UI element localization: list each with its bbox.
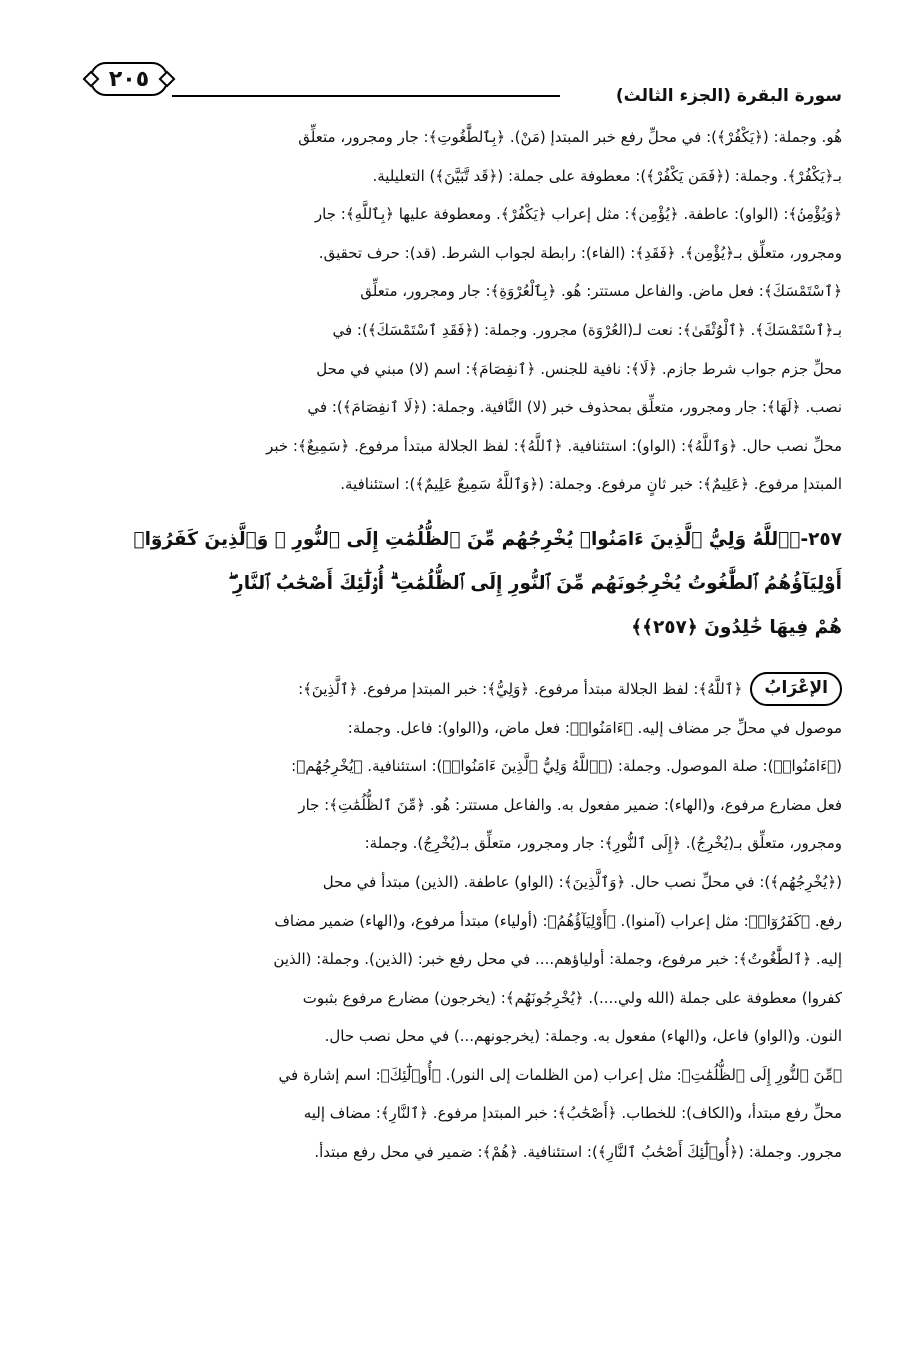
text-line: بـ﴿ٱسْتَمْسَكَ﴾. ﴿ٱلْوُثْقَىٰ﴾: نعت لـ(العُرْوَة) مجرور. وجملة: (﴿فَقَدِ ٱسْتَمْسَكَ﴾): في [332, 320, 842, 339]
page-header [90, 58, 842, 108]
text-line: محلِّ جزم جواب شرط جازم. ﴿لَا﴾: نافية للجنس. ﴿ٱنفِصَامَ﴾: اسم (لا) مبني في محل [316, 359, 842, 378]
irab-first-line [75, 670, 842, 709]
irab-section [75, 670, 842, 1172]
page-title: سورة البقرة (الجزء الثالث) [615, 86, 842, 106]
text-line: إليه. ﴿ٱلطَّٰغُوتُ﴾: خبر مرفوع، وجملة: أولياؤهم.... في محل رفع خبر: (الذين). وجملة: (الذين [273, 950, 842, 969]
text-line: ومجرور، متعلِّق بـ(يُخْرِجُ). ﴿إِلَى ٱلنُّورِ﴾: جار ومجرور، متعلِّق بـ(يُخْرِجُ). وجملة: [364, 834, 842, 853]
verse-line: هُمْ فِيهَا خَٰلِدُونَ ﴿٢٥٧﴾﴾ [631, 616, 842, 638]
verse-line: أَوْلِيَآؤُهُمُ ٱلطَّٰغُوتُ يُخْرِجُونَهُم مِّنَ ٱلنُّورِ إِلَى ٱلظُّلُمَٰتِ ۗ أُو۟لَٰٓئِكَ أَصْحَٰبُ ٱلنَّارِ ۖ [228, 572, 842, 594]
text-line: (﴿ءَامَنُوا۟﴾): صلة الموصول. وجملة: (﴿ٱللَّهُ وَلِيُّ ٱلَّذِينَ ءَامَنُوا۟﴾): استئنافية. ﴿يُخْرِجُهُم﴾: [291, 757, 842, 776]
verse-line [75, 518, 842, 562]
text-line: ﴿ٱسْتَمْسَكَ﴾: فعل ماض. والفاعل مستتر: هُو. ﴿بِٱلْعُرْوَةِ﴾: جار ومجرور، متعلِّق [360, 282, 842, 301]
header-rule [172, 95, 560, 97]
text-line: فعل مضارع مرفوع، و(الهاء): ضمير مفعول به. والفاعل مستتر: هُو. ﴿مِّنَ ٱلظُّلُمَٰتِ﴾: جار [298, 795, 842, 814]
text-line: ﴿وَيُؤْمِنۢ﴾: (الواو): عاطفة. ﴿يُؤْمِن﴾: مثل إعراب ﴿يَكْفُرْ﴾. ومعطوفة عليها ﴿بِٱللَّهِ﴾: جار [314, 205, 842, 224]
text-line: هُو. وجملة: (﴿يَكْفُرْ﴾): في محلِّ رفع خبر المبتدإ (مَنْ). ﴿بِٱلطَّٰغُوتِ﴾: جار ومجرور، متعلِّق [298, 128, 842, 146]
page-number: ٢٠٥ [90, 62, 168, 96]
text-line: موصول في محلِّ جر مضاف إليه. ﴿ءَامَنُوا۟﴾: فعل ماض، و(الواو): فاعل. وجملة: [347, 718, 842, 737]
text-line: ﴿مِّنَ ٱلنُّورِ إِلَى ٱلظُّلُمَٰتِ﴾: مثل إعراب (من الظلمات إلى النور). ﴿أُو۟لَٰٓئِكَ﴾: اسم إشارة في [278, 1065, 842, 1084]
text-line: مجرور. وجملة: (﴿أُو۟لَٰٓئِكَ أَصْحَٰبُ ٱلنَّارِ﴾): استئنافية. ﴿هُمْ﴾: ضمير في محل رفع مبتدأ. [314, 1143, 842, 1162]
text-line: بـ﴿يَكْفُرْ﴾. وجملة: (﴿فَمَن يَكْفُرْ﴾): معطوفة على جملة: (﴿قَد تَّبَيَّنَ﴾) التعليلية. [372, 166, 842, 185]
text-line: محلِّ رفع مبتدأ، و(الكاف): للخطاب. ﴿أَصْحَٰبُ﴾: خبر المبتدإ مرفوع. ﴿ٱلنَّارِ﴾: مضاف إليه [303, 1104, 842, 1123]
text-line: رفع. ﴿كَفَرُوٓا۟﴾: مثل إعراب (آمنوا). ﴿أَوْلِيَآؤُهُمُ﴾: (أولياء) مبتدأ مرفوع، و(الهاء) ضمير مضاف [274, 911, 842, 930]
text-line: ومجرور، متعلِّق بـ﴿يُؤْمِن﴾. ﴿فَقَدِ﴾: (الفاء): رابطة لجواب الشرط. (قد): حرف تحقيق. [318, 243, 842, 262]
verse-text: ﴿ٱللَّهُ وَلِيُّ ٱلَّذِينَ ءَامَنُوا۟ يُخْرِجُهُم مِّنَ ٱلظُّلُمَٰتِ إِلَى ٱلنُّورِ ۖ وَٱلَّذِينَ كَفَرُوٓا۟ [133, 528, 801, 550]
text-line: محلِّ نصب حال. ﴿وَٱللَّهُ﴾: (الواو): استئنافية. ﴿ٱللَّهُ﴾: لفظ الجلالة مبتدأ مرفوع. ﴿سَمِيعٌ﴾: خبر [266, 436, 842, 455]
verse-number: ٢٥٧- [800, 528, 842, 550]
quran-verse [75, 518, 842, 650]
text-line: (﴿يُخْرِجُهُم﴾): في محلِّ نصب حال. ﴿وَٱلَّذِينَ﴾: (الواو) عاطفة. (الذين) مبتدأ في محل [322, 872, 842, 891]
irab-label: الإعْرَابُ [750, 672, 842, 706]
text-line: كفروا) معطوفة على جملة (الله ولي....). ﴿يُخْرِجُونَهُم﴾: (يخرجون) مضارع مرفوع بثبوت [302, 988, 842, 1007]
text-line: ﴿ٱللَّهُ﴾: لفظ الجلالة مبتدأ مرفوع. ﴿وَلِيُّ﴾: خبر المبتدإ مرفوع. ﴿ٱلَّذِينَ﴾: [298, 679, 743, 698]
text-line: المبتدإ مرفوع. ﴿عَلِيمٌ﴾: خبر ثانٍ مرفوع. وجملة: (﴿وَٱللَّهُ سَمِيعٌ عَلِيمٌ﴾): استئنافية. [340, 475, 842, 494]
text-line: نصب. ﴿لَهَا﴾: جار ومجرور، متعلِّق بمحذوف خبر (لا) النَّافية. وجملة: (﴿لَا ٱنفِصَامَ﴾): في [307, 398, 842, 417]
page-body [75, 118, 842, 1172]
commentary-block [75, 118, 842, 504]
text-line: النون. و(الواو) فاعل، و(الهاء) مفعول به. وجملة: (يخرجونهم...) في محل نصب حال. [324, 1027, 842, 1046]
